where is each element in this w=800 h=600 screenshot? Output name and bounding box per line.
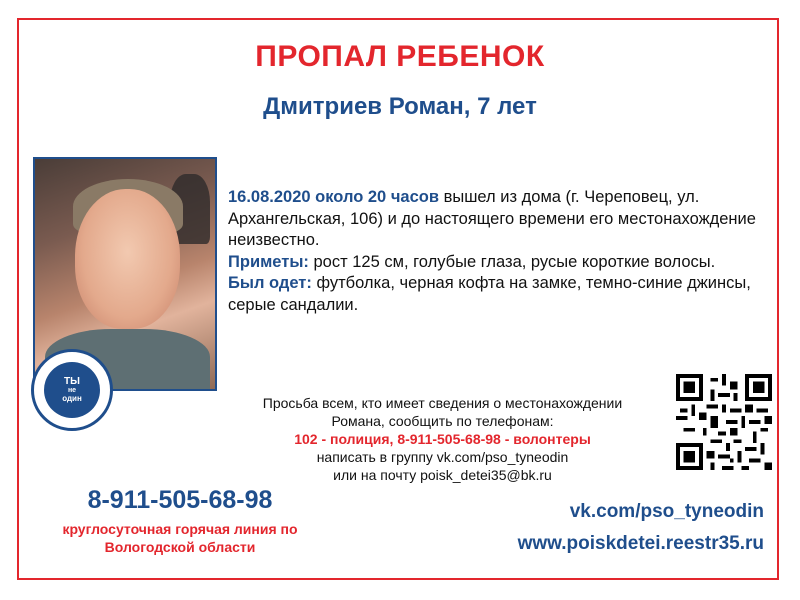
missing-details bbox=[228, 187, 768, 316]
organization-logo bbox=[31, 349, 113, 431]
photo-face bbox=[75, 189, 180, 329]
child-name: Дмитриев Роман, 7 лет bbox=[263, 93, 537, 120]
request-phones: 102 - полиция, 8-911-505-68-98 - волонтеры bbox=[294, 431, 591, 447]
logo-text-bottom: один bbox=[62, 393, 82, 403]
request-line-4: написать в группу vk.com/pso_tyneodin bbox=[316, 449, 569, 465]
website-link[interactable]: www.poiskdetei.reestr35.ru bbox=[517, 533, 764, 554]
circumstances-text: вышел из дома (г. Череповец, ул. Архангельская, 106) и до настоящего времени его местонахождение неизвестно. bbox=[228, 188, 756, 249]
logo-text-small: не bbox=[67, 387, 77, 395]
qr-code[interactable] bbox=[676, 374, 772, 470]
logo-mark bbox=[44, 362, 100, 418]
signs-label: Приметы: bbox=[228, 252, 309, 271]
dressed-text: футболка, черная кофта на замке, темно-синие джинсы, серые сандалии. bbox=[228, 274, 751, 314]
hotline-number[interactable]: 8-911-505-68-98 bbox=[87, 486, 273, 514]
date-time-highlight: 16.08.2020 около 20 часов bbox=[228, 188, 439, 206]
hotline-caption: круглосуточная горячая линия по Вологодской области bbox=[62, 521, 298, 555]
request-line-1: Просьба всем, кто имеет сведения о местонахождении bbox=[262, 395, 623, 411]
request-line-2: Романа, сообщить по телефонам: bbox=[331, 413, 554, 429]
contact-request bbox=[225, 394, 660, 484]
vk-group-link[interactable]: vk.com/pso_tyneodin bbox=[569, 501, 764, 522]
signs-text: рост 125 см, голубые глаза, русые короткие волосы. bbox=[308, 252, 716, 271]
poster-title: ПРОПАЛ РЕБЕНОК bbox=[255, 40, 545, 73]
logo-text-top: ТЫ bbox=[64, 376, 80, 388]
dressed-label: Был одет: bbox=[228, 274, 312, 292]
request-line-5: или на почту poisk_detei35@bk.ru bbox=[333, 467, 552, 483]
